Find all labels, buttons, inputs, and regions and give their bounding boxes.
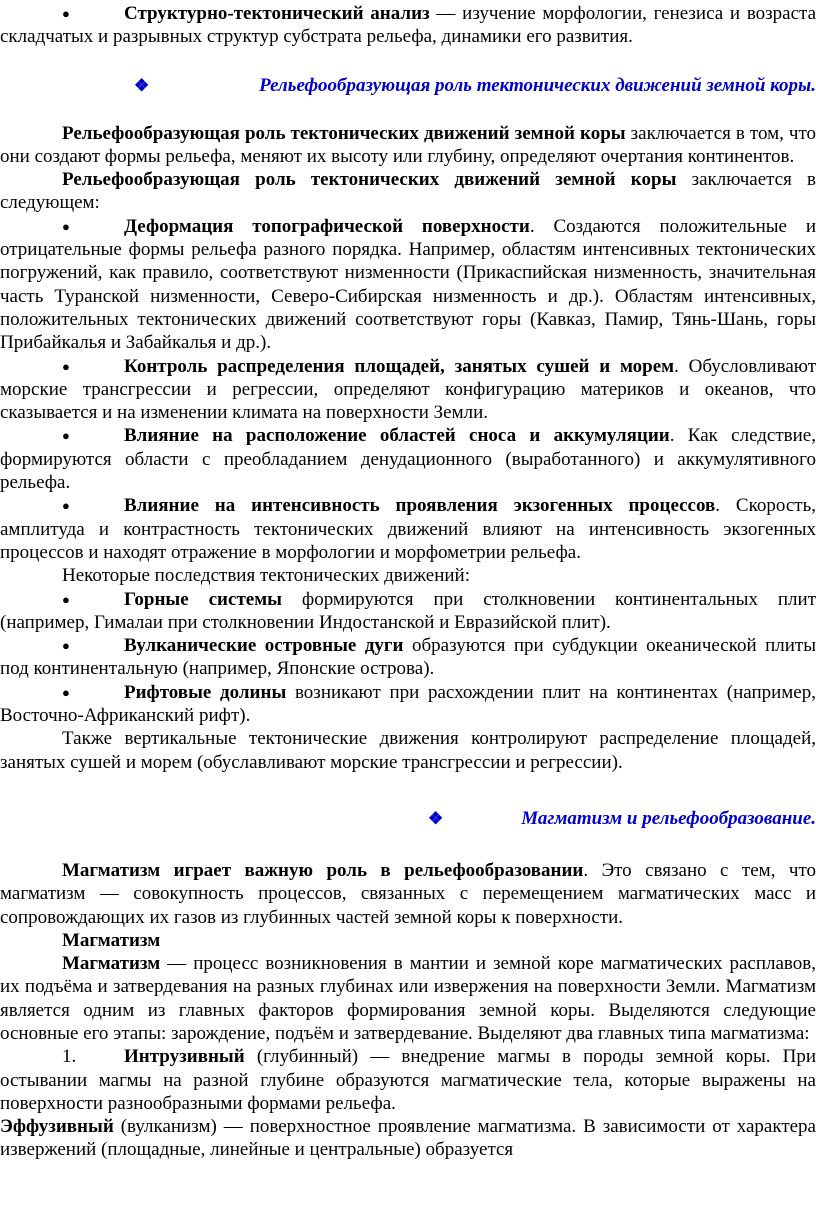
heading-text: Магматизм и рельефообразование. xyxy=(521,807,816,829)
paragraph-magmatism-definition xyxy=(0,952,816,1045)
paragraph-role-list xyxy=(0,168,816,215)
diamond-bullet-icon: ❖ xyxy=(134,75,150,95)
bold-term: Магматизм xyxy=(62,953,161,975)
heading-text: Рельефообразующая роль тектонических движений земной коры. xyxy=(259,74,816,96)
paragraph-magmatism-role xyxy=(0,859,816,929)
bullet-icon: ● xyxy=(62,591,70,607)
section-heading-tectonics xyxy=(0,74,816,97)
paragraph-text: возникают при расхождении плит на континентах (например, Восточно-Африканский рифт). xyxy=(0,681,816,727)
paragraph-consequences xyxy=(0,564,816,587)
paragraph-text: Некоторые последствия тектонических движений: xyxy=(62,565,470,587)
paragraph-text: . Это связано с тем, что магматизм — совокупность процессов, связанных с перемещением магматических масс и сопровождающих их газов из глубинных частей земной коры к поверхности. xyxy=(0,859,816,928)
paragraph-text: . Обусловливают морские трансгрессии и регрессии, определяют конфигурацию материков и океанов, что сказывается и на изменении климата на поверхности Земли. xyxy=(0,355,816,424)
paragraph-text: заключается в следующем: xyxy=(0,169,816,214)
paragraph-role-intro xyxy=(0,122,816,169)
paragraph-text: (вулканизм) — поверхностное проявление магматизма. В зависимости от характера извержений (площадные, линейные и центральные) образуется xyxy=(0,1116,816,1161)
bold-term: Магматизм xyxy=(62,929,161,951)
bold-term: Рельефообразующая роль тектонических движений земной коры xyxy=(62,122,626,144)
bullet-icon: ● xyxy=(62,6,70,21)
paragraph-text: — изучение морфологии, генезиса и возраста складчатых и разрывных структур субстрата рельефа, динамики его развития. xyxy=(0,3,816,48)
numbered-item-intrusive xyxy=(0,1045,816,1115)
bullet-land-sea xyxy=(0,355,816,425)
bullet-exogenous xyxy=(0,494,816,564)
bold-term: Структурно-тектонический анализ xyxy=(124,3,430,24)
bullet-rift-valleys xyxy=(0,681,816,728)
paragraph-text: образуются при субдукции океанической плиты под континентальную (например, Японские острова). xyxy=(0,635,816,680)
paragraph-text: формируются при столкновении континентальных плит (например, Гималаи при столкновении Индостанской и Евразийской плит). xyxy=(0,588,816,633)
bullet-icon: ● xyxy=(62,684,70,700)
bold-term: Влияние на расположение областей сноса и аккумуляции xyxy=(124,425,670,447)
paragraph-vertical-movements xyxy=(0,727,816,774)
bullet-mountains xyxy=(0,588,816,635)
paragraph-text: . Скорость, амплитуда и контрастность тектонических движений влияют на интенсивность экзогенных процессов и находят отражение в морфологии и морфометрии рельефа. xyxy=(0,495,816,563)
paragraph-text: — процесс возникновения в мантии и земной коре магматических расплавов, их подъёма и затвердевания на разных глубинах или извержения на поверхности Земли. Магматизм является одним из главных факторов формирования земной коры. Выделяются следующие основные его этапы: зарождение, подъём и затвердевание. Выделяют два главных типа магматизма: xyxy=(0,953,816,1044)
bullet-deformation xyxy=(0,215,816,355)
bold-term: Рельефообразующая роль тектонических движений земной коры xyxy=(62,169,677,191)
section-heading-magmatism xyxy=(0,807,816,830)
bold-term: Эффузивный xyxy=(0,1116,114,1138)
paragraph-magmatism-title xyxy=(0,929,816,952)
paragraph-effusive xyxy=(0,1115,816,1162)
bullet-island-arcs xyxy=(0,634,816,681)
paragraph-text: Также вертикальные тектонические движения контролируют распределение площадей, занятых сушей и морем (обуславливают морские трансгрессии и регрессии). xyxy=(0,728,816,773)
list-number: 1. xyxy=(62,1046,77,1068)
paragraph-text: . Создаются положительные и отрицательные формы рельефа разного порядка. Например, областям интенсивных тектонических погружений, как правило, соответствуют низменности (Прикаспийская низменность, значительная часть Туранской низменности, Северо-Сибирская низменность и др.). Областям интенсивных, положительных тектонических движений соответствуют горы (Кавказ, Памир, Тянь-Шань, горы Прибайкалья и Забайкалья и др.). xyxy=(0,215,816,354)
bold-term: Рифтовые долины xyxy=(124,681,287,703)
bold-term: Влияние на интенсивность проявления экзогенных процессов xyxy=(124,495,716,517)
bullet-erosion-accumulation xyxy=(0,424,816,494)
diamond-bullet-icon: ❖ xyxy=(428,808,444,828)
paragraph-text: . Как следствие, формируются области с преобладанием денудационного (выработанного) и аккумулятивного рельефа. xyxy=(0,425,816,494)
bullet-icon: ● xyxy=(62,638,70,654)
bullet-icon: ● xyxy=(62,358,70,374)
bullet-icon: ● xyxy=(62,498,70,514)
bold-term: Магматизм играет важную роль в рельефообразовании xyxy=(62,859,584,881)
bold-term: Деформация топографической поверхности xyxy=(124,215,530,237)
paragraph-text: (глубинный) — внедрение магмы в породы земной коры. При остывании магмы на разной глубине образуются магматические тела, которые выражены на поверхности разнообразными формами рельефа. xyxy=(0,1046,816,1114)
bullet-icon: ● xyxy=(62,218,70,234)
bold-term: Горные системы xyxy=(124,588,282,610)
bold-term: Интрузивный xyxy=(124,1046,245,1068)
bold-term: Контроль распределения площадей, занятых сушей и морем xyxy=(124,355,675,377)
bullet-structural-analysis xyxy=(0,2,816,49)
bold-term: Вулканические островные дуги xyxy=(124,635,404,657)
paragraph-text: заключается в том, что они создают формы рельефа, меняют их высоту или глубину, определяют очертания континентов. xyxy=(0,122,816,167)
bullet-icon: ● xyxy=(62,428,70,444)
